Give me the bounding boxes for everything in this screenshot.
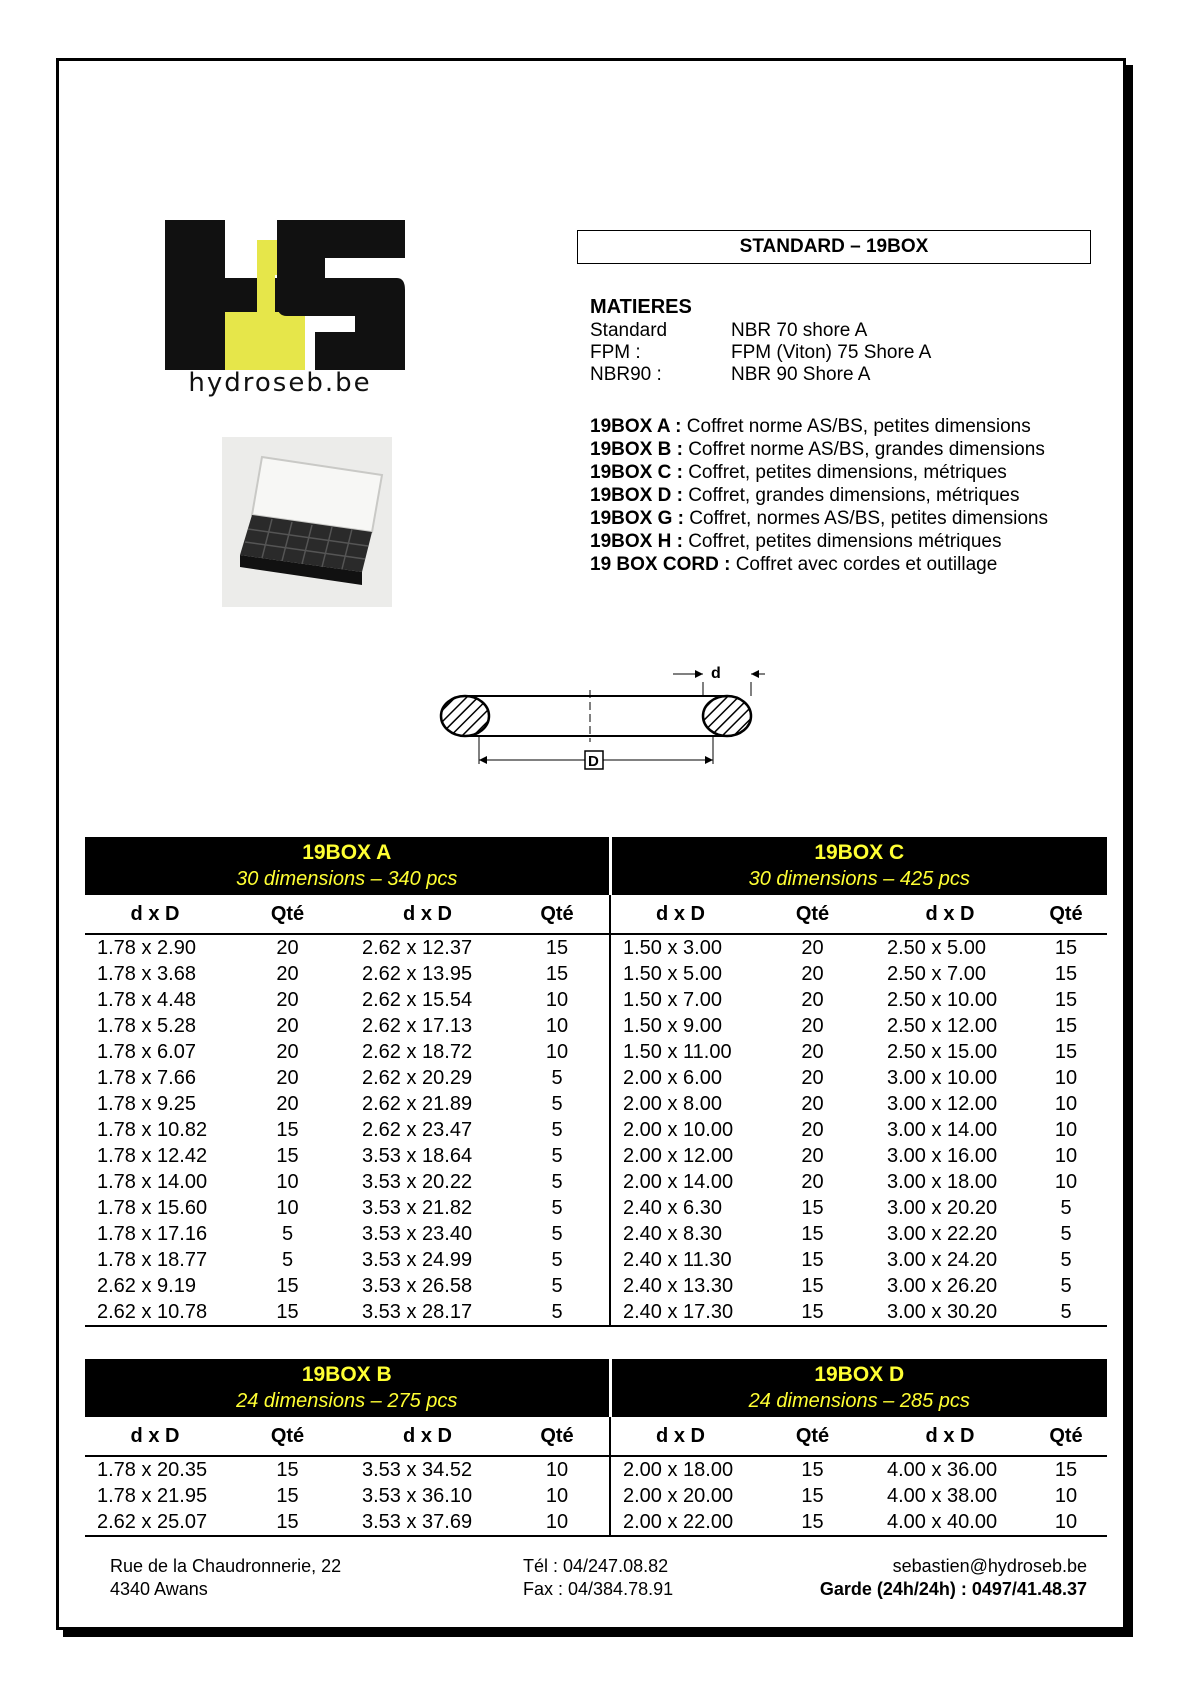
- quantity-cell: 5: [281, 1249, 294, 1271]
- dimension-cell: 2.00 x 14.00: [610, 1169, 750, 1195]
- dimension-cell: 1.78 x 12.42: [97, 1145, 208, 1167]
- col-header: Qté: [505, 1417, 610, 1456]
- dimension-cell: 3.53 x 28.17: [350, 1299, 505, 1326]
- box-list-item: 19BOX B : Coffret norme AS/BS, grandes dimensions: [590, 439, 1045, 460]
- dimension-cell: 2.00 x 20.00: [610, 1483, 750, 1509]
- quantity-cell: 15: [801, 1249, 824, 1271]
- footer-garde: Garde (24h/24h) : 0497/41.48.37: [819, 1579, 1087, 1599]
- quantity-cell: 10: [545, 1041, 569, 1063]
- col-header: Qté: [225, 1417, 350, 1456]
- quantity-cell: 20: [801, 989, 824, 1011]
- col-header: d x D: [610, 1417, 750, 1456]
- dimension-cell: 2.00 x 6.00: [610, 1065, 750, 1091]
- quantity-cell: 20: [276, 1041, 299, 1063]
- dimension-cell: 2.40 x 8.30: [610, 1221, 750, 1247]
- dimension-cell: 2.50 x 5.00: [887, 937, 986, 959]
- diagram-label-D: D: [588, 753, 599, 770]
- quantity-cell: 15: [1054, 963, 1078, 985]
- storage-box-photo: [222, 437, 392, 607]
- quantity-cell: 15: [276, 1275, 299, 1297]
- dimension-cell: 1.78 x 20.35: [97, 1459, 208, 1481]
- box-list-item: 19BOX G : Coffret, normes AS/BS, petites dimensions: [590, 508, 1048, 529]
- quantity-cell: 20: [276, 989, 299, 1011]
- quantity-cell: 5: [551, 1119, 563, 1141]
- dimension-cell: 4.00 x 38.00: [887, 1485, 998, 1507]
- spec-table-b-d: [85, 1359, 1107, 1537]
- quantity-cell: 20: [801, 937, 824, 959]
- table-row: [85, 1221, 1107, 1247]
- materials-heading: MATIERES: [590, 296, 692, 318]
- box-a-title-cell: 19BOX A 30 dimensions – 340 pcs: [85, 837, 610, 895]
- dimension-cell: 2.62 x 18.72: [362, 1041, 473, 1063]
- dimension-cell: 3.53 x 20.22: [362, 1171, 473, 1193]
- oring-diagram: [435, 660, 765, 780]
- dimension-cell: 4.00 x 40.00: [875, 1509, 1025, 1536]
- dimension-cell: 3.53 x 24.99: [362, 1249, 473, 1271]
- dimension-cell: 1.78 x 21.95: [97, 1485, 208, 1507]
- table-row: [85, 1013, 1107, 1039]
- table-row: [85, 1247, 1107, 1273]
- quantity-cell: 15: [1054, 989, 1078, 1011]
- dimension-cell: 2.00 x 12.00: [610, 1143, 750, 1169]
- material-row: NBR90 : NBR 90 Shore A: [590, 364, 871, 385]
- col-header: Qté: [225, 895, 350, 934]
- quantity-cell: 15: [750, 1299, 875, 1326]
- dimension-cell: 3.53 x 26.58: [362, 1275, 473, 1297]
- box-b-title-cell: 19BOX B 24 dimensions – 275 pcs: [85, 1359, 610, 1417]
- quantity-cell: 10: [1054, 1093, 1078, 1115]
- quantity-cell: 5: [551, 1223, 563, 1245]
- table-row: [85, 1143, 1107, 1169]
- quantity-cell: 15: [1054, 1459, 1078, 1481]
- dimension-cell: 2.62 x 20.29: [362, 1067, 473, 1089]
- dimension-cell: 3.00 x 20.20: [887, 1197, 998, 1219]
- quantity-cell: 15: [1054, 1041, 1078, 1063]
- box-list-item: 19BOX A : Coffret norme AS/BS, petites dimensions: [590, 416, 1031, 437]
- box-d-title-cell: 19BOX D 24 dimensions – 285 pcs: [610, 1359, 1107, 1417]
- dimension-cell: 3.00 x 30.20: [875, 1299, 1025, 1326]
- quantity-cell: 20: [801, 1041, 824, 1063]
- col-header: Qté: [505, 895, 610, 934]
- col-header: d x D: [610, 895, 750, 934]
- dimension-cell: 2.40 x 11.30: [610, 1247, 750, 1273]
- quantity-cell: 20: [801, 1145, 824, 1167]
- col-header: d x D: [350, 895, 505, 934]
- dimension-cell: 3.53 x 23.40: [362, 1223, 473, 1245]
- box-list-item: 19BOX C : Coffret, petites dimensions, métriques: [590, 462, 1007, 483]
- material-row: Standard NBR 70 shore A: [590, 320, 868, 341]
- dimension-cell: 3.00 x 16.00: [887, 1145, 998, 1167]
- quantity-cell: 5: [551, 1067, 563, 1089]
- table-row: [85, 1509, 1107, 1536]
- box-list-item: 19BOX D : Coffret, grandes dimensions, métriques: [590, 485, 1020, 506]
- table-row: [85, 1456, 1107, 1483]
- table-row: [85, 961, 1107, 987]
- dimension-cell: 2.00 x 8.00: [610, 1091, 750, 1117]
- quantity-cell: 20: [801, 1171, 824, 1193]
- dimension-cell: 3.53 x 36.10: [362, 1485, 473, 1507]
- spec-table-a-c: [85, 837, 1107, 1327]
- dimension-cell: 2.00 x 22.00: [610, 1509, 750, 1536]
- quantity-cell: 15: [225, 1299, 350, 1326]
- quantity-cell: 15: [750, 1509, 875, 1536]
- quantity-cell: 5: [551, 1145, 563, 1167]
- dimension-cell: 2.50 x 7.00: [887, 963, 986, 985]
- quantity-cell: 15: [801, 1223, 824, 1245]
- table-row: [85, 1039, 1107, 1065]
- quantity-cell: 15: [545, 937, 569, 959]
- dimension-cell: 1.50 x 5.00: [610, 961, 750, 987]
- footer-address: Rue de la Chaudronnerie, 22 4340 Awans: [110, 1556, 342, 1599]
- dimension-cell: 1.50 x 11.00: [610, 1039, 750, 1065]
- dimension-cell: 1.50 x 9.00: [610, 1013, 750, 1039]
- dimension-cell: 2.40 x 17.30: [610, 1299, 750, 1326]
- quantity-cell: 10: [545, 1485, 569, 1507]
- quantity-cell: 15: [1054, 937, 1078, 959]
- dimension-cell: 2.62 x 21.89: [362, 1093, 473, 1115]
- dimension-cell: 1.50 x 3.00: [610, 934, 750, 961]
- col-header: d x D: [875, 1417, 1025, 1456]
- table-row: [85, 934, 1107, 961]
- dimension-cell: 2.50 x 12.00: [887, 1015, 998, 1037]
- quantity-cell: 5: [1060, 1223, 1072, 1245]
- quantity-cell: 20: [801, 1067, 824, 1089]
- dimension-cell: 3.00 x 24.20: [887, 1249, 998, 1271]
- quantity-cell: 5: [551, 1197, 563, 1219]
- diagram-label-d: d: [711, 665, 721, 682]
- quantity-cell: 15: [801, 1485, 824, 1507]
- quantity-cell: 10: [1025, 1509, 1107, 1536]
- dimension-cell: 1.78 x 14.00: [97, 1171, 208, 1193]
- quantity-cell: 5: [1060, 1197, 1072, 1219]
- col-header: Qté: [1025, 1417, 1107, 1456]
- col-header: Qté: [1025, 895, 1107, 934]
- table-row: [85, 1273, 1107, 1299]
- quantity-cell: 10: [1054, 1171, 1078, 1193]
- col-header: d x D: [85, 895, 225, 934]
- table-row: [85, 987, 1107, 1013]
- quantity-cell: 15: [801, 1275, 824, 1297]
- box-list-item: 19 BOX CORD : Coffret avec cordes et outillage: [590, 554, 998, 575]
- dimension-cell: 2.62 x 10.78: [85, 1299, 225, 1326]
- dimension-cell: 3.53 x 37.69: [350, 1509, 505, 1536]
- dimension-cell: 1.50 x 7.00: [610, 987, 750, 1013]
- dimension-cell: 4.00 x 36.00: [887, 1459, 998, 1481]
- table-row: [85, 1195, 1107, 1221]
- box-list-item: 19BOX H : Coffret, petites dimensions métriques: [590, 531, 1002, 552]
- page-title: STANDARD – 19BOX: [577, 230, 1091, 264]
- dimension-cell: 2.40 x 6.30: [610, 1195, 750, 1221]
- quantity-cell: 5: [551, 1093, 563, 1115]
- table-row: [85, 1117, 1107, 1143]
- dimension-cell: 1.78 x 7.66: [97, 1067, 196, 1089]
- dimension-cell: 2.62 x 25.07: [85, 1509, 225, 1536]
- col-header: d x D: [350, 1417, 505, 1456]
- dimension-cell: 2.62 x 12.37: [362, 937, 473, 959]
- quantity-cell: 10: [276, 1197, 299, 1219]
- quantity-cell: 10: [545, 1015, 569, 1037]
- dimension-cell: 2.62 x 15.54: [362, 989, 473, 1011]
- table-row: [85, 1065, 1107, 1091]
- quantity-cell: 15: [225, 1509, 350, 1536]
- materials-section: [590, 296, 931, 386]
- quantity-cell: 5: [1025, 1299, 1107, 1326]
- quantity-cell: 20: [801, 963, 824, 985]
- dimension-cell: 2.62 x 13.95: [362, 963, 473, 985]
- quantity-cell: 5: [551, 1275, 563, 1297]
- dimension-cell: 1.78 x 5.28: [97, 1015, 196, 1037]
- table-row: [85, 1483, 1107, 1509]
- dimension-cell: 1.78 x 9.25: [97, 1093, 196, 1115]
- dimension-cell: 2.50 x 10.00: [887, 989, 998, 1011]
- dimension-cell: 1.78 x 18.77: [97, 1249, 208, 1271]
- quantity-cell: 20: [276, 1067, 299, 1089]
- quantity-cell: 5: [1060, 1275, 1072, 1297]
- quantity-cell: 10: [1054, 1067, 1078, 1089]
- quantity-cell: 15: [1054, 1015, 1078, 1037]
- col-header: Qté: [750, 895, 875, 934]
- dimension-cell: 3.00 x 18.00: [887, 1171, 998, 1193]
- dimension-cell: 3.00 x 22.20: [887, 1223, 998, 1245]
- dimension-cell: 1.78 x 2.90: [97, 937, 196, 959]
- dimension-cell: 2.62 x 9.19: [97, 1275, 196, 1297]
- dimension-cell: 3.53 x 18.64: [362, 1145, 473, 1167]
- table-row: [85, 1299, 1107, 1326]
- quantity-cell: 15: [801, 1459, 824, 1481]
- quantity-cell: 5: [1060, 1249, 1072, 1271]
- quantity-cell: 20: [276, 1015, 299, 1037]
- col-header: Qté: [750, 1417, 875, 1456]
- material-row: FPM : FPM (Viton) 75 Shore A: [590, 342, 932, 363]
- quantity-cell: 20: [801, 1119, 824, 1141]
- box-list: [590, 415, 1048, 576]
- quantity-cell: 20: [801, 1093, 824, 1115]
- dimension-cell: 1.78 x 3.68: [97, 963, 196, 985]
- table-row: [85, 1091, 1107, 1117]
- dimension-cell: 2.00 x 18.00: [610, 1456, 750, 1483]
- quantity-cell: 10: [276, 1171, 299, 1193]
- dimension-cell: 3.00 x 26.20: [887, 1275, 998, 1297]
- dimension-cell: 3.53 x 34.52: [362, 1459, 473, 1481]
- quantity-cell: 20: [276, 1093, 299, 1115]
- footer-phone: Tél : 04/247.08.82 Fax : 04/384.78.91: [523, 1556, 674, 1599]
- quantity-cell: 10: [1054, 1145, 1078, 1167]
- quantity-cell: 5: [505, 1299, 610, 1326]
- col-header: d x D: [85, 1417, 225, 1456]
- quantity-cell: 15: [276, 1119, 299, 1141]
- quantity-cell: 20: [801, 1015, 824, 1037]
- dimension-cell: 3.00 x 10.00: [887, 1067, 998, 1089]
- logo-wordmark: hydroseb.be: [188, 368, 372, 398]
- dimension-cell: 1.78 x 4.48: [97, 989, 196, 1011]
- table-row: [85, 1169, 1107, 1195]
- footer-contact: [820, 1555, 1087, 1601]
- box-c-title-cell: 19BOX C 30 dimensions – 425 pcs: [610, 837, 1107, 895]
- quantity-cell: 10: [1054, 1485, 1078, 1507]
- quantity-cell: 10: [545, 989, 569, 1011]
- dimension-cell: 1.78 x 6.07: [97, 1041, 196, 1063]
- quantity-cell: 15: [545, 963, 569, 985]
- dimension-cell: 2.40 x 13.30: [610, 1273, 750, 1299]
- dimension-cell: 1.78 x 15.60: [97, 1197, 208, 1219]
- quantity-cell: 15: [276, 1459, 299, 1481]
- quantity-cell: 10: [1054, 1119, 1078, 1141]
- quantity-cell: 15: [801, 1197, 824, 1219]
- quantity-cell: 5: [551, 1171, 563, 1193]
- footer-email: sebastien@hydroseb.be: [892, 1556, 1087, 1576]
- quantity-cell: 10: [545, 1459, 569, 1481]
- col-header: d x D: [875, 895, 1025, 934]
- dimension-cell: 2.62 x 23.47: [362, 1119, 473, 1141]
- dimension-cell: 3.00 x 12.00: [887, 1093, 998, 1115]
- dimension-cell: 2.62 x 17.13: [362, 1015, 473, 1037]
- quantity-cell: 15: [276, 1145, 299, 1167]
- dimension-cell: 3.00 x 14.00: [887, 1119, 998, 1141]
- dimension-cell: 2.50 x 15.00: [887, 1041, 998, 1063]
- dimension-cell: 2.00 x 10.00: [610, 1117, 750, 1143]
- quantity-cell: 10: [505, 1509, 610, 1536]
- quantity-cell: 5: [281, 1223, 294, 1245]
- quantity-cell: 5: [551, 1249, 563, 1271]
- quantity-cell: 20: [276, 937, 299, 959]
- quantity-cell: 20: [276, 963, 299, 985]
- dimension-cell: 3.53 x 21.82: [362, 1197, 473, 1219]
- dimension-cell: 1.78 x 10.82: [97, 1119, 208, 1141]
- quantity-cell: 15: [276, 1485, 299, 1507]
- dimension-cell: 1.78 x 17.16: [97, 1223, 208, 1245]
